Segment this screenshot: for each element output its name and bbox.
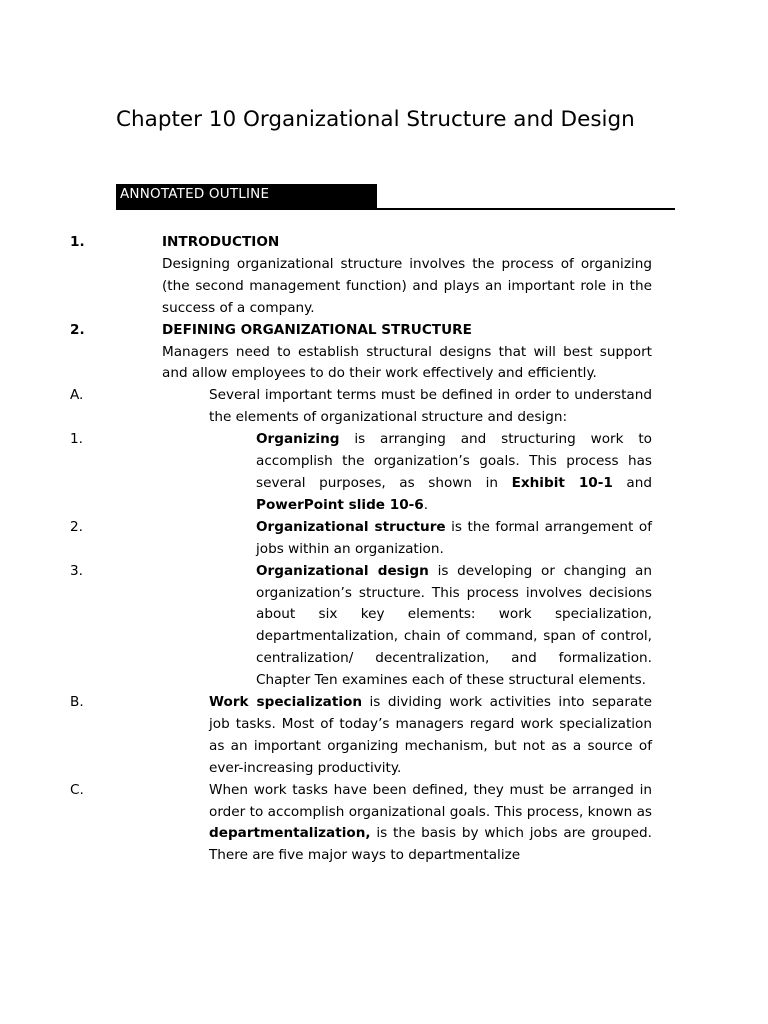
section-heading: DEFINING ORGANIZATIONAL STRUCTURE xyxy=(162,321,472,338)
item-text-part: is dividing work activities into separate job tasks. Most of today’s managers regard work specialization as an important organizing mechanism, but not as a source of ever-increasing productivity. xyxy=(209,694,652,776)
term: departmentalization, xyxy=(209,825,371,842)
term: Organizational design xyxy=(256,562,429,579)
item-text xyxy=(256,561,652,692)
slide-reference: PowerPoint slide 10-6 xyxy=(256,496,424,513)
item-text xyxy=(209,692,652,780)
section-number: 2. xyxy=(70,321,85,338)
item-text xyxy=(256,429,652,517)
item-number: 2. xyxy=(70,518,83,535)
outline-item-c xyxy=(70,780,652,868)
section-number: 1. xyxy=(70,234,85,250)
item-text-part: When work tasks have been defined, they must be arranged in order to accomplish organizational goals. This process, known as xyxy=(209,781,652,820)
item-number: 3. xyxy=(70,562,83,579)
item-text-part: is the formal arrangement of jobs within an organization. xyxy=(256,518,652,557)
item-text-part: is developing or changing an organization’s structure. This process involves decisions about six key elements: work specialization, departmentalization, chain of command, span of control, centralization/ decentralization, and formalization. Chapter Ten examines each of these structural elements. xyxy=(256,562,652,689)
item-number: 1. xyxy=(70,431,83,448)
section-introduction xyxy=(70,232,652,320)
term: Organizing xyxy=(256,431,340,448)
outline-item-a2 xyxy=(70,517,652,561)
section-body: Designing organizational structure involves the process of organizing (the second management function) and plays an important role in the success of a company. xyxy=(162,255,652,316)
item-letter: A. xyxy=(70,387,84,404)
page-title: Chapter 10 Organizational Structure and Design xyxy=(116,107,635,132)
item-letter: B. xyxy=(70,694,84,711)
section-body: Managers need to establish structural designs that will best support and allow employees to do their work effectively and efficiently. xyxy=(162,343,652,382)
item-letter: C. xyxy=(70,781,84,798)
item-text xyxy=(209,780,652,868)
item-text-part: and xyxy=(612,474,653,491)
item-text-part: is the basis by which jobs are grouped. There are five major ways to departmentalize xyxy=(209,825,652,864)
item-text: Several important terms must be defined in order to understand the elements of organizational structure and design: xyxy=(209,387,652,426)
outline-item-b xyxy=(70,692,652,780)
section-heading: INTRODUCTION xyxy=(162,234,280,250)
term: Organizational structure xyxy=(256,518,446,535)
item-text-part: is arranging and structuring work to accomplish the organization’s goals. This process has several purposes, as shown in xyxy=(256,431,652,491)
item-text-part: . xyxy=(423,496,429,513)
exhibit-reference: Exhibit 10-1 xyxy=(511,474,613,491)
outline-item-a1 xyxy=(70,429,653,517)
header-rule xyxy=(116,208,675,210)
item-text xyxy=(256,517,652,561)
term: Work specialization xyxy=(209,694,363,711)
outline xyxy=(70,232,653,867)
section-defining-structure xyxy=(70,320,652,386)
outline-item-a xyxy=(70,385,652,429)
outline-item-a3 xyxy=(70,561,652,692)
annotated-outline-banner: ANNOTATED OUTLINE xyxy=(116,184,377,209)
